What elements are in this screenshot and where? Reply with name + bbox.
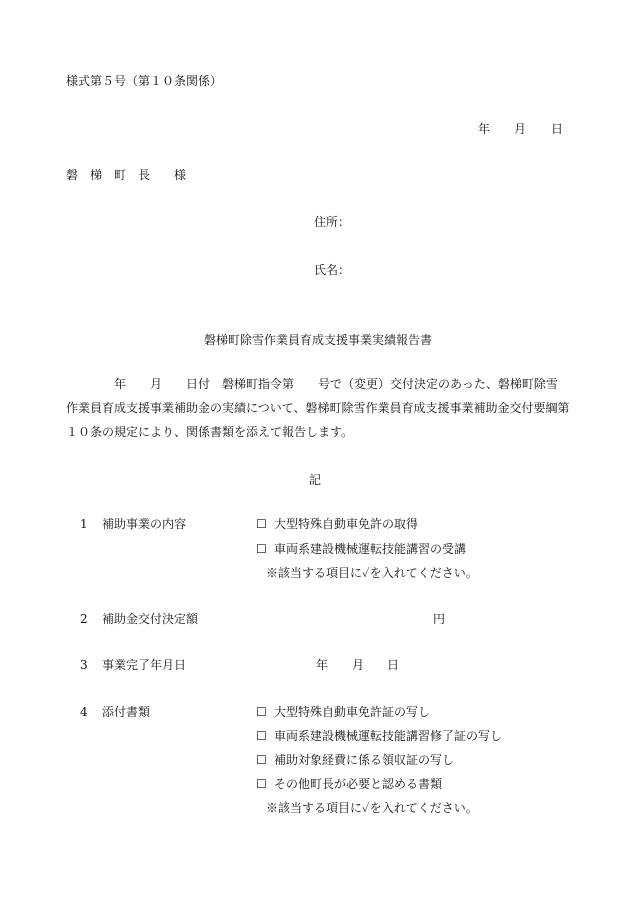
item-label: 補助事業の内容 [102,517,187,531]
option-label: 大型特殊自動車免許証の写し [274,705,431,719]
yen-unit: 円 [433,612,446,626]
body-paragraph [66,372,570,444]
date-year: 年 [478,122,491,136]
name-label: 氏名： [314,263,351,277]
completion-year: 年 [316,658,329,672]
addressee: 磐 梯 町 長 様 [66,168,187,182]
ki-label: 記 [309,473,322,487]
option-row [256,752,454,768]
completion-month: 月 [352,658,365,672]
item-number: 2 [80,612,88,626]
completion-day: 日 [387,658,400,672]
option-row [256,704,430,720]
item-number: 1 [80,517,88,531]
check-note: ※該当する項目に✓を入れてください。 [266,566,478,580]
body-line: 作業員育成支援事業補助金の実績について、磐梯町除雪作業員育成支援事業補助金交付要綱第 [66,401,570,415]
document-title: 磐梯町除雪作業員育成支援事業実績報告書 [204,333,433,347]
option-label: その他町長が必要と認める書類 [274,777,443,791]
option-label: 車両系建設機械運転技能講習の受講 [274,542,467,556]
option-label: 車両系建設機械運転技能講習修了証の写し [274,729,503,743]
checkbox-icon[interactable]: ☐ [256,753,267,767]
checkbox-icon[interactable]: ☐ [256,517,267,531]
date-day: 日 [551,122,564,136]
address-label: 住所： [314,215,351,229]
body-line: １０条の規定により、関係書類を添えて報告します。 [66,425,354,439]
checkbox-icon[interactable]: ☐ [256,777,267,791]
body-line: 年 月 日付 磐梯町指令第 号で（変更）交付決定のあった、磐梯町除雪 [66,377,558,391]
item-number: 3 [80,658,88,672]
item-label: 事業完了年月日 [102,658,187,672]
form-number: 様式第５号（第１０条関係） [66,74,223,88]
checkbox-icon[interactable]: ☐ [256,729,267,743]
option-row [256,541,466,557]
option-label: 補助対象経費に係る領収証の写し [274,753,455,767]
option-row [256,728,502,744]
option-label: 大型特殊自動車免許の取得 [274,517,419,531]
checkbox-icon[interactable]: ☐ [256,542,267,556]
check-note: ※該当する項目に✓を入れてください。 [266,801,478,815]
checkbox-icon[interactable]: ☐ [256,705,267,719]
item-label: 添付書類 [102,705,151,719]
option-row [256,776,442,792]
option-row [256,516,418,532]
item-label: 補助金交付決定額 [102,612,199,626]
date-month: 月 [514,122,527,136]
item-number: 4 [80,705,88,719]
